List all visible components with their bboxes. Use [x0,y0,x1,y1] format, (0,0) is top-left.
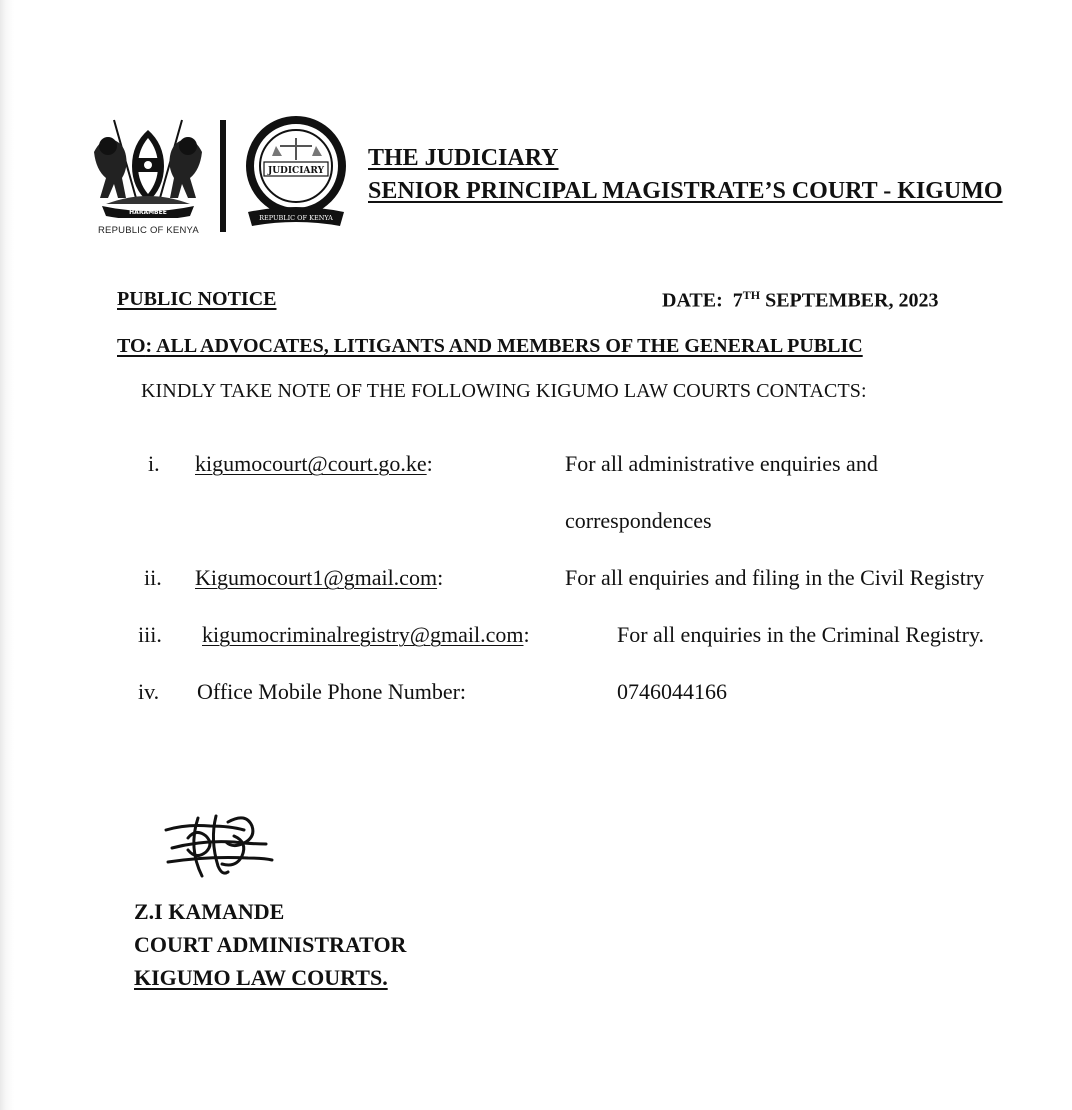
contact-desc-cont: correspondences [565,508,712,533]
signatory-office: KIGUMO LAW COURTS. [134,965,388,990]
colon: : [426,451,433,476]
coat-of-arms-caption: REPUBLIC OF KENYA [98,225,199,236]
title-judiciary: THE JUDICIARY [368,145,559,171]
contact-phone-number: 0746044166 [617,679,727,704]
judiciary-seal-icon [240,116,352,232]
email-link[interactable]: kigumocourt@court.go.ke [195,451,427,476]
colon: : [437,565,444,590]
contact-desc: For all administrative enquiries and [565,451,878,476]
addressee-prefix: TO [117,335,146,357]
list-number: iii. [138,622,162,647]
signatory-name: Z.I KAMANDE [134,899,285,924]
date-label: DATE: [662,289,723,312]
addressee-line [117,335,863,358]
date-suffix: TH [742,288,761,302]
contact-email-civil[interactable] [195,565,443,591]
intro-text: KINDLY TAKE NOTE OF THE FOLLOWING KIGUMO LAW COURTS CONTACTS: [141,380,867,402]
signature-icon [158,808,286,880]
seal-label: JUDICIARY [267,166,325,176]
public-notice-label: PUBLIC NOTICE [117,288,277,310]
colon: : [523,622,530,647]
scan-edge-shadow [0,0,14,1110]
contact-desc: For all enquiries and filing in the Civil Registry [565,565,985,590]
seal-ribbon: REPUBLIC OF KENYA [259,214,333,222]
kenya-coat-of-arms-icon [88,112,208,234]
addressee-text: : ALL ADVOCATES, LITIGANTS AND MEMBERS OF THE GENERAL PUBLIC [145,335,863,357]
contact-phone-label: Office Mobile Phone Number: [197,679,467,704]
notice-date [662,288,938,313]
title-court: SENIOR PRINCIPAL MAGISTRATE’S COURT - KIGUMO [368,178,1003,204]
coat-of-arms-motto: HARAMBEE [129,209,167,216]
email-link[interactable]: Kigumocourt1@gmail.com [195,565,438,590]
list-number: i. [148,451,160,476]
list-number: iv. [138,679,160,704]
contact-email-criminal[interactable] [202,622,530,648]
list-number: ii. [144,565,162,590]
date-day: 7 [732,289,743,312]
signatory-title: COURT ADMINISTRATOR [134,932,407,957]
header-divider [220,120,226,232]
email-link[interactable]: kigumocriminalregistry@gmail.com [202,622,524,647]
contact-email-admin[interactable] [195,451,433,477]
contact-desc: For all enquiries in the Criminal Registry. [617,622,985,647]
date-rest: SEPTEMBER, 2023 [765,289,939,312]
